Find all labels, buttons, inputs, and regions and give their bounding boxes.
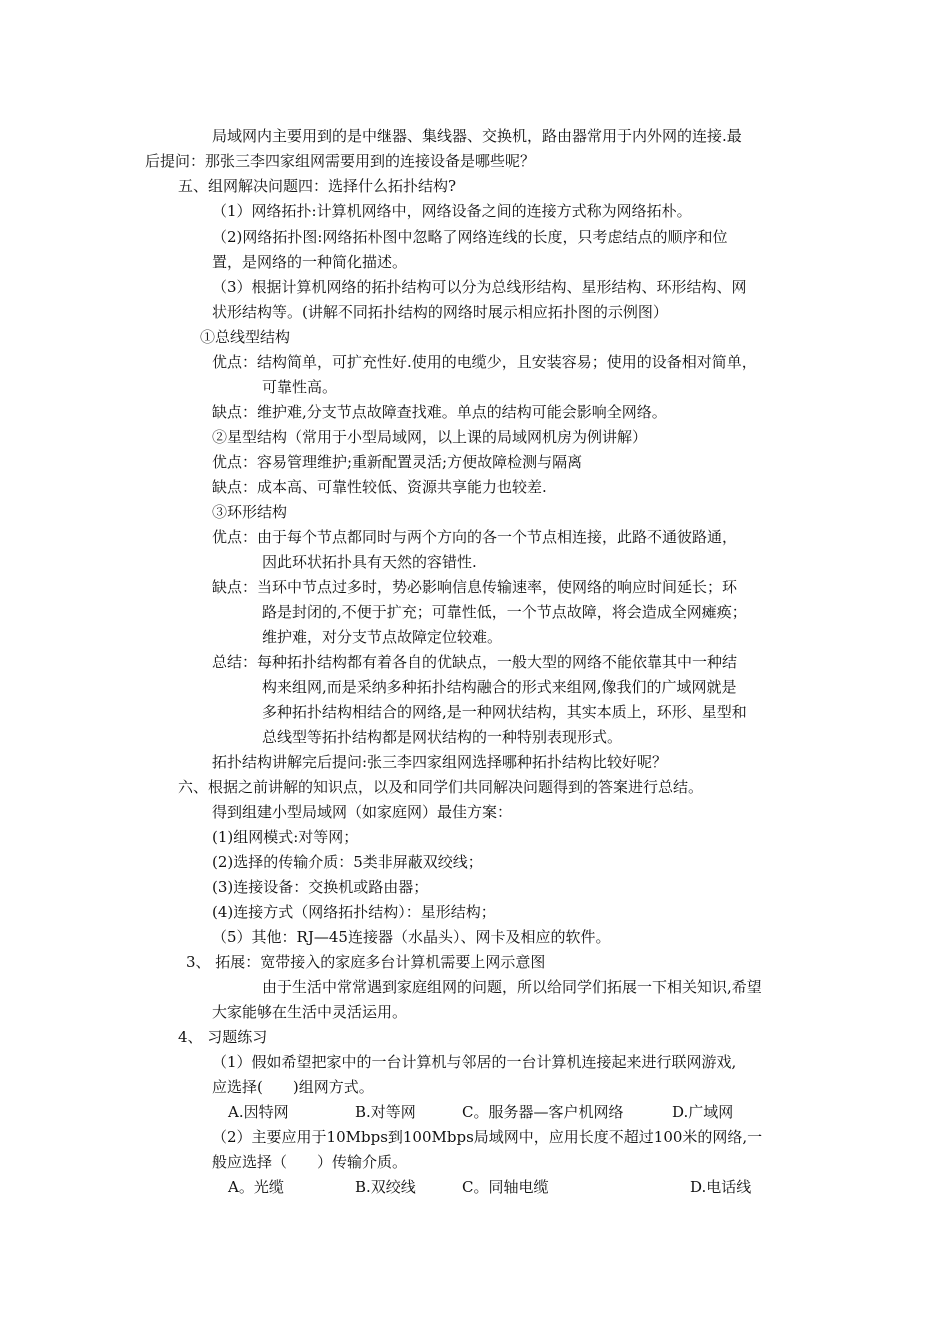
text-line: 可靠性高。 [262, 378, 338, 396]
question-text: 般应选择（ ）传输介质。 [212, 1153, 408, 1171]
list-item: (2)选择的传输介质：5类非屏蔽双绞线； [212, 853, 483, 871]
text-line: 由于生活中常常遇到家庭组网的问题，所以给同学们拓展一下相关知识,希望 [262, 978, 762, 996]
answer-option: D.广域网 [672, 1103, 734, 1121]
answer-option: C。服务器—客户机网络 [462, 1103, 624, 1121]
subheading: ①总线型结构 [200, 328, 291, 346]
question-text: （2）主要应用于10Mbps到100Mbps局域网中，应用长度不超过100米的网络,一 [212, 1128, 763, 1146]
text-line: 缺点：当环中节点过多时，势必影响信息传输速率，使网络的响应时间延长；环 [212, 578, 738, 596]
text-line: 优点：结构简单，可扩充性好.使用的电缆少，且安装容易；使用的设备相对简单， [212, 353, 757, 371]
text-line: 得到组建小型局域网（如家庭网）最佳方案： [212, 803, 513, 821]
section-heading: 六、根据之前讲解的知识点，以及和同学们共同解决问题得到的答案进行总结。 [178, 778, 704, 796]
list-item: （5）其他：RJ—45连接器（水晶头）、网卡及相应的软件。 [212, 928, 611, 946]
text-line: 路是封闭的,不便于扩充；可靠性低，一个节点故障，将会造成全网瘫痪； [262, 603, 747, 621]
list-item: (3)连接设备：交换机或路由器； [212, 878, 429, 896]
section-heading: 五、组网解决问题四：选择什么拓扑结构? [178, 177, 457, 195]
answer-option: B.对等网 [355, 1103, 416, 1121]
text-line: （3）根据计算机网络的拓扑结构可以分为总线形结构、星形结构、环形结构、网 [212, 278, 747, 296]
question-text: （1）假如希望把家中的一台计算机与邻居的一台计算机连接起来进行联网游戏, [212, 1053, 737, 1071]
list-item: (4)连接方式（网络拓扑结构）：星形结构； [212, 903, 496, 921]
text-line: 因此环状拓扑具有天然的容错性. [262, 553, 477, 571]
answer-option: A。光缆 [228, 1178, 284, 1196]
text-line: 优点：由于每个节点都同时与两个方向的各一个节点相连接，此路不通彼路通， [212, 528, 738, 546]
answer-option: D.电话线 [690, 1178, 752, 1196]
text-line: 总结：每种拓扑结构都有着各自的优缺点，一般大型的网络不能依靠其中一种结 [212, 653, 738, 671]
text-line: （1）网络拓扑:计算机网络中，网络设备之间的连接方式称为网络拓朴。 [212, 202, 692, 220]
subheading: ③环形结构 [212, 503, 288, 521]
section-heading: 4、 习题练习 [178, 1028, 268, 1046]
subheading: ②星型结构（常用于小型局域网，以上课的局域网机房为例讲解） [212, 428, 648, 446]
list-item: (1)组网模式:对等网； [212, 828, 359, 846]
text-line: 构来组网,而是采纳多种拓扑结构融合的形式来组网,像我们的广域网就是 [262, 678, 737, 696]
answer-option: C。同轴电缆 [462, 1178, 549, 1196]
text-line: 置，是网络的一种简化描述。 [212, 253, 408, 271]
text-line: 缺点：维护难,分支节点故障查找难。单点的结构可能会影响全网络。 [212, 403, 667, 421]
text-line: 局域网内主要用到的是中继器、集线器、交换机，路由器常用于内外网的连接.最 [212, 127, 742, 145]
answer-option: A.因特网 [228, 1103, 289, 1121]
answer-option: B.双绞线 [355, 1178, 416, 1196]
text-line: 维护难，对分支节点故障定位较难。 [262, 628, 503, 646]
text-line: 大家能够在生活中灵活运用。 [212, 1003, 408, 1021]
text-line: 总线型等拓扑结构都是网状结构的一种特别表现形式。 [262, 728, 623, 746]
question-text: 应选择( )组网方式。 [212, 1078, 374, 1096]
text-line: 多种拓扑结构相结合的网络,是一种网状结构，其实本质上，环形、星型和 [262, 703, 747, 721]
text-line: 状形结构等。(讲解不同拓扑结构的网络时展示相应拓扑图的示例图） [212, 303, 668, 321]
text-line: 优点：容易管理维护;重新配置灵活;方便故障检测与隔离 [212, 453, 583, 471]
text-line: 缺点：成本高、可靠性较低、资源共享能力也较差. [212, 478, 547, 496]
text-line: （2)网络拓扑图:网络拓朴图中忽略了网络连线的长度，只考虑结点的顺序和位 [212, 228, 728, 246]
text-line: 拓扑结构讲解完后提问:张三李四家组网选择哪种拓扑结构比较好呢？ [212, 753, 668, 771]
section-heading: 3、 拓展：宽带接入的家庭多台计算机需要上网示意图 [186, 953, 546, 971]
text-line: 后提问：那张三李四家组网需要用到的连接设备是哪些呢？ [145, 152, 536, 170]
